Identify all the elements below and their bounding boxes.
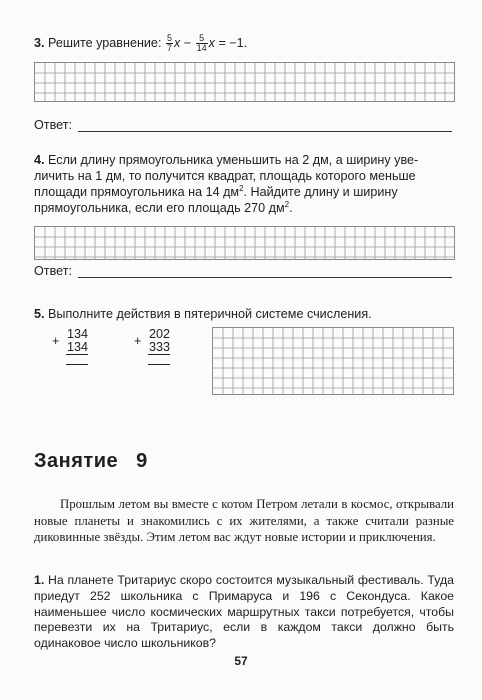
task-3-text: Решите уравнение: <box>48 35 162 50</box>
task-5 <box>34 306 372 322</box>
lesson-title <box>34 450 148 473</box>
lesson-task-1-text: На планете Тритариус скоро состоится музыкальный фестиваль. Туда приедут 252 школьника с Примаруса и 196 с Секондуса. Какое наименьшее число космических маршрутных такси потребуется, чтобы перевезти их на Тритариус, если в каждом такси должно быть одинаковое число школьников? <box>34 573 455 651</box>
task-4-sup-2: 2 <box>284 199 290 209</box>
addend-1-top: 134 <box>66 327 88 341</box>
fraction-2-denominator: 14 <box>196 43 207 53</box>
task-4-line-1: Если длину прямоугольника уменьшить на 2 дм, а ширину уве- <box>48 153 419 167</box>
addend-1-bottom: 134 <box>66 340 88 354</box>
grid-lines <box>213 328 453 394</box>
task-4-line-4a: прямоугольника, если его площадь 270 дм <box>34 201 285 215</box>
task-4-line-4b: . <box>289 201 293 215</box>
task-4-answer-row <box>34 264 452 278</box>
task-3-answer-label: Ответ: <box>34 118 72 132</box>
addend-2-top: 202 <box>148 327 170 341</box>
page-number: 57 <box>234 654 248 668</box>
result-line-2[interactable] <box>148 355 170 365</box>
task-4-number: 4. <box>34 153 45 167</box>
fraction-2 <box>196 34 208 53</box>
answer-grid-task-3[interactable] <box>34 62 455 102</box>
variable-x-2: x <box>208 35 215 50</box>
task-4-line-3a: площади прямоугольника на 14 дм <box>34 185 240 199</box>
grid-lines <box>35 63 454 101</box>
lesson-intro: Прошлым летом вы вместе с котом Петром летали в космос, открывали новые планеты и знакомились с их жителями, а также считали разные диковинные звёзды. Этим летом вас ждут новые истории и приключения. <box>34 497 454 544</box>
column-addition-2 <box>134 327 170 365</box>
lesson-task-1-number: 1. <box>34 573 45 587</box>
equation-rhs: = −1. <box>218 35 248 50</box>
addend-2-bottom: 333 <box>148 340 170 354</box>
minus-sign: − <box>183 35 192 50</box>
fraction-1-numerator: 5 <box>166 33 172 43</box>
task-5-text: Выполните действия в пятеричной системе счисления. <box>48 307 372 321</box>
lesson-word: Занятие <box>34 450 119 472</box>
lesson-number: 9 <box>136 450 148 472</box>
plus-sign-2: + <box>134 334 142 348</box>
task-4-sup-1: 2 <box>239 183 244 193</box>
column-addition-1 <box>52 327 88 365</box>
result-line-1[interactable] <box>66 355 88 365</box>
plus-sign-1: + <box>52 334 60 348</box>
answer-grid-task-4[interactable] <box>34 226 455 260</box>
grid-lines <box>35 227 454 259</box>
task-4-answer-label: Ответ: <box>34 264 72 278</box>
task-4-answer-line[interactable] <box>78 266 452 278</box>
task-4-line-2: личить на 1 дм, то получится квадрат, площадь которого меньше <box>34 169 416 183</box>
fraction-1 <box>166 34 173 53</box>
lesson-task-1 <box>34 573 454 652</box>
fraction-1-denominator: 7 <box>166 43 172 53</box>
task-3 <box>34 34 247 53</box>
task-3-answer-line[interactable] <box>78 120 452 132</box>
variable-x-1: x <box>173 35 181 50</box>
task-4-line-3b: . Найдите длину и ширину <box>243 185 398 199</box>
task-5-number: 5. <box>34 307 45 321</box>
fraction-2-numerator: 5 <box>196 34 208 44</box>
answer-grid-task-5[interactable] <box>212 327 454 395</box>
task-4 <box>34 152 456 216</box>
task-3-answer-row <box>34 118 452 132</box>
task-3-number: 3. <box>34 35 45 50</box>
